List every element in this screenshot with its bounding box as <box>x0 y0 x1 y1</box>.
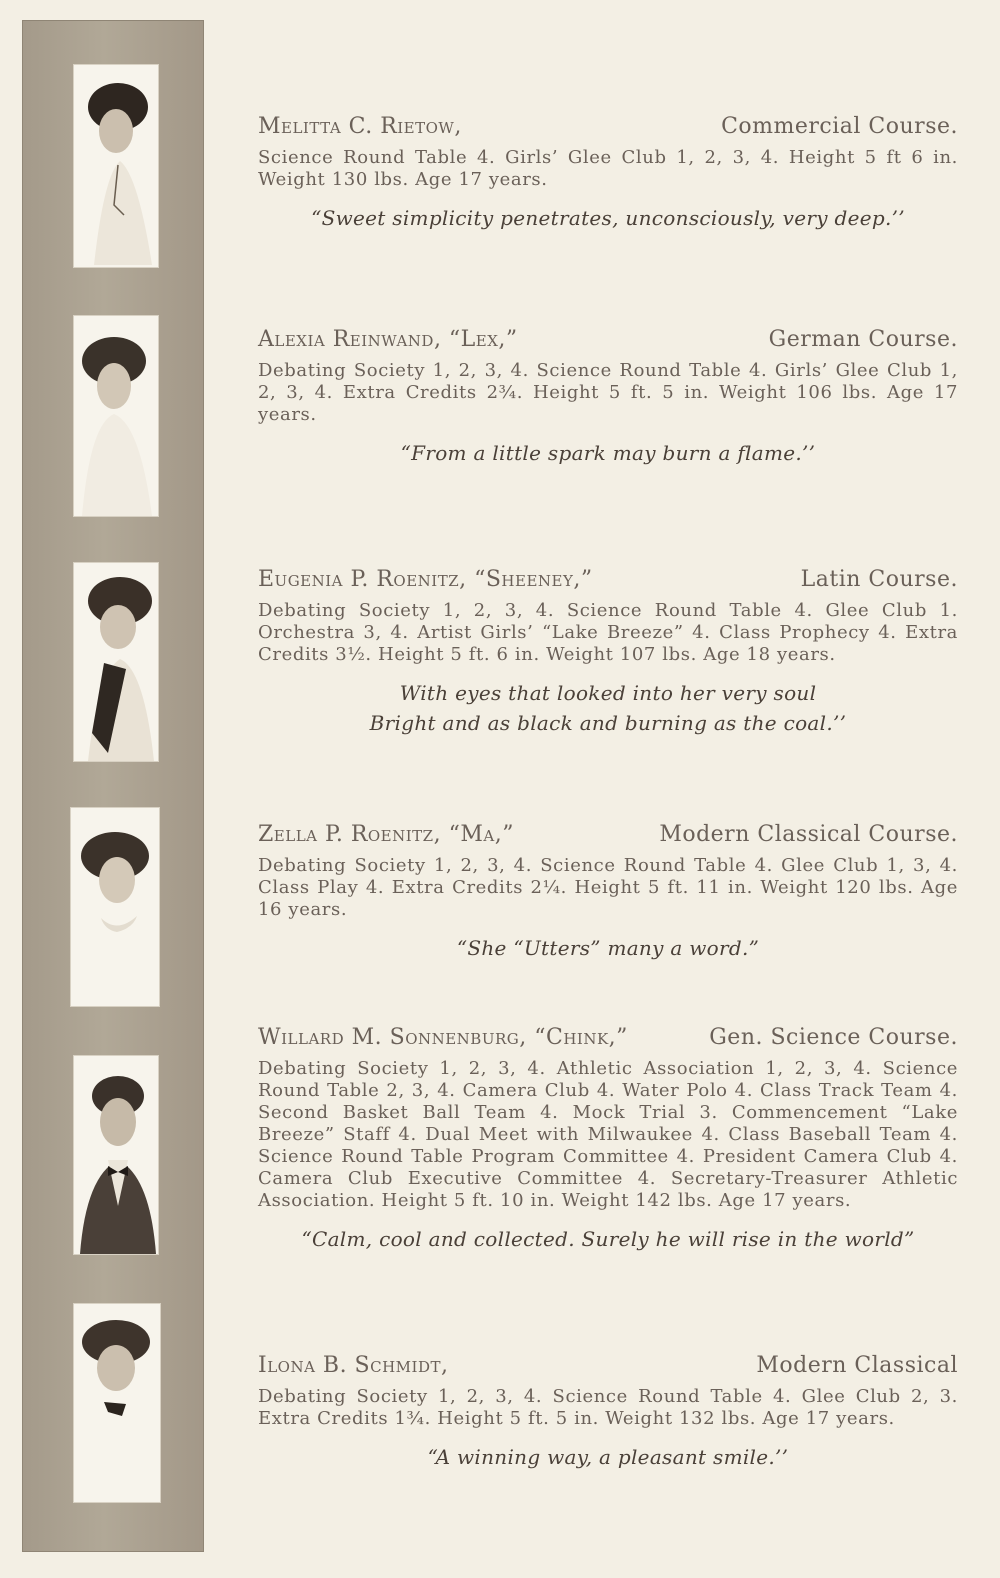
student-entry <box>258 1025 958 1254</box>
activities-text: Science Round Table 4. Girls’ Glee Club 1, 2, 3, 4. Height 5 ft 6 in. Weight 130 lbs. Age 17 years. <box>258 147 958 190</box>
portrait-ilona-schmidt <box>73 1303 161 1503</box>
quote-line: “Calm, cool and collected. Surely he will rise in the world” <box>301 1227 915 1251</box>
activities-text: Debating Society 1, 2, 3, 4. Science Round Table 4. Glee Club 1. Orchestra 3, 4. Artist Girls’ “Lake Breeze” 4. Class Prophecy 4. Extra Credits 3½. Height 5 ft. 6 in. Weight 107 lbs. Age 18 years. <box>258 600 958 665</box>
student-entry <box>258 114 958 233</box>
quote-line: “She “Utters” many a word.” <box>456 936 760 960</box>
student-name: Zella P. Roenitz, “Ma,” <box>258 822 514 847</box>
quote <box>258 933 958 963</box>
portrait-melitta-rietow <box>73 64 159 268</box>
student-name: Alexia Reinwand, “Lex,” <box>258 327 518 352</box>
student-entry <box>258 1353 958 1472</box>
quote <box>258 1442 958 1472</box>
portrait-alexia-reinwand <box>73 315 159 517</box>
portrait-eugenia-roenitz <box>73 562 159 762</box>
activities-text: Debating Society 1, 2, 3, 4. Science Round Table 4. Girls’ Glee Club 1, 2, 3, 4. Extra Credits 2¾. Height 5 ft. 5 in. Weight 106 lbs. Age 17 years. <box>258 360 958 425</box>
student-name: Eugenia P. Roenitz, “Sheeney,” <box>258 567 593 592</box>
quote-line: Bright and as black and burning as the coal.’’ <box>369 711 847 735</box>
quote-line: “Sweet simplicity penetrates, unconsciously, very deep.’’ <box>311 206 905 230</box>
quote-line: With eyes that looked into her very soul <box>399 681 817 705</box>
student-entry <box>258 822 958 963</box>
activities-text: Debating Society 1, 2, 3, 4. Science Round Table 4. Glee Club 1, 3, 4. Class Play 4. Extra Credits 2¼. Height 5 ft. 11 in. Weight 120 lbs. Age 16 years. <box>258 855 958 920</box>
student-entry <box>258 327 958 468</box>
quote <box>258 438 958 468</box>
quote <box>258 678 958 738</box>
course-name: Gen. Science Course. <box>709 1025 958 1050</box>
course-name: Commercial Course. <box>721 114 958 139</box>
quote <box>258 203 958 233</box>
portrait-zella-roenitz <box>70 807 160 1007</box>
portrait-willard-sonnenburg <box>73 1055 159 1255</box>
student-name: Melitta C. Rietow, <box>258 114 462 139</box>
course-name: Modern Classical Course. <box>659 822 958 847</box>
course-name: Modern Classical <box>756 1353 958 1378</box>
student-entry <box>258 567 958 738</box>
student-name: Ilona B. Schmidt, <box>258 1353 449 1378</box>
quote-line: “From a little spark may burn a flame.’’ <box>400 441 816 465</box>
student-name: Willard M. Sonnenburg, “Chink,” <box>258 1025 628 1050</box>
activities-text: Debating Society 1, 2, 3, 4. Science Round Table 4. Glee Club 2, 3. Extra Credits 1¾. Height 5 ft. 5 in. Weight 132 lbs. Age 17 years. <box>258 1386 958 1429</box>
course-name: Latin Course. <box>800 567 958 592</box>
activities-text: Debating Society 1, 2, 3, 4. Athletic Association 1, 2, 3, 4. Science Round Table 2, 3, 4. Camera Club 4. Water Polo 4. Class Track Team 4. Second Basket Ball Team 4. Mock Trial 3. Commencement “Lake Breeze” Staff 4. Dual Meet with Milwaukee 4. Class Baseball Team 4. Science Round Table Program Committee 4. President Camera Club 4. Camera Club Executive Committee 4. Secretary-Treasurer Athletic Association. Height 5 ft. 10 in. Weight 142 lbs. Age 17 years. <box>258 1058 958 1211</box>
course-name: German Course. <box>768 327 958 352</box>
quote-line: “A winning way, a pleasant smile.’’ <box>427 1445 789 1469</box>
quote <box>258 1224 958 1254</box>
